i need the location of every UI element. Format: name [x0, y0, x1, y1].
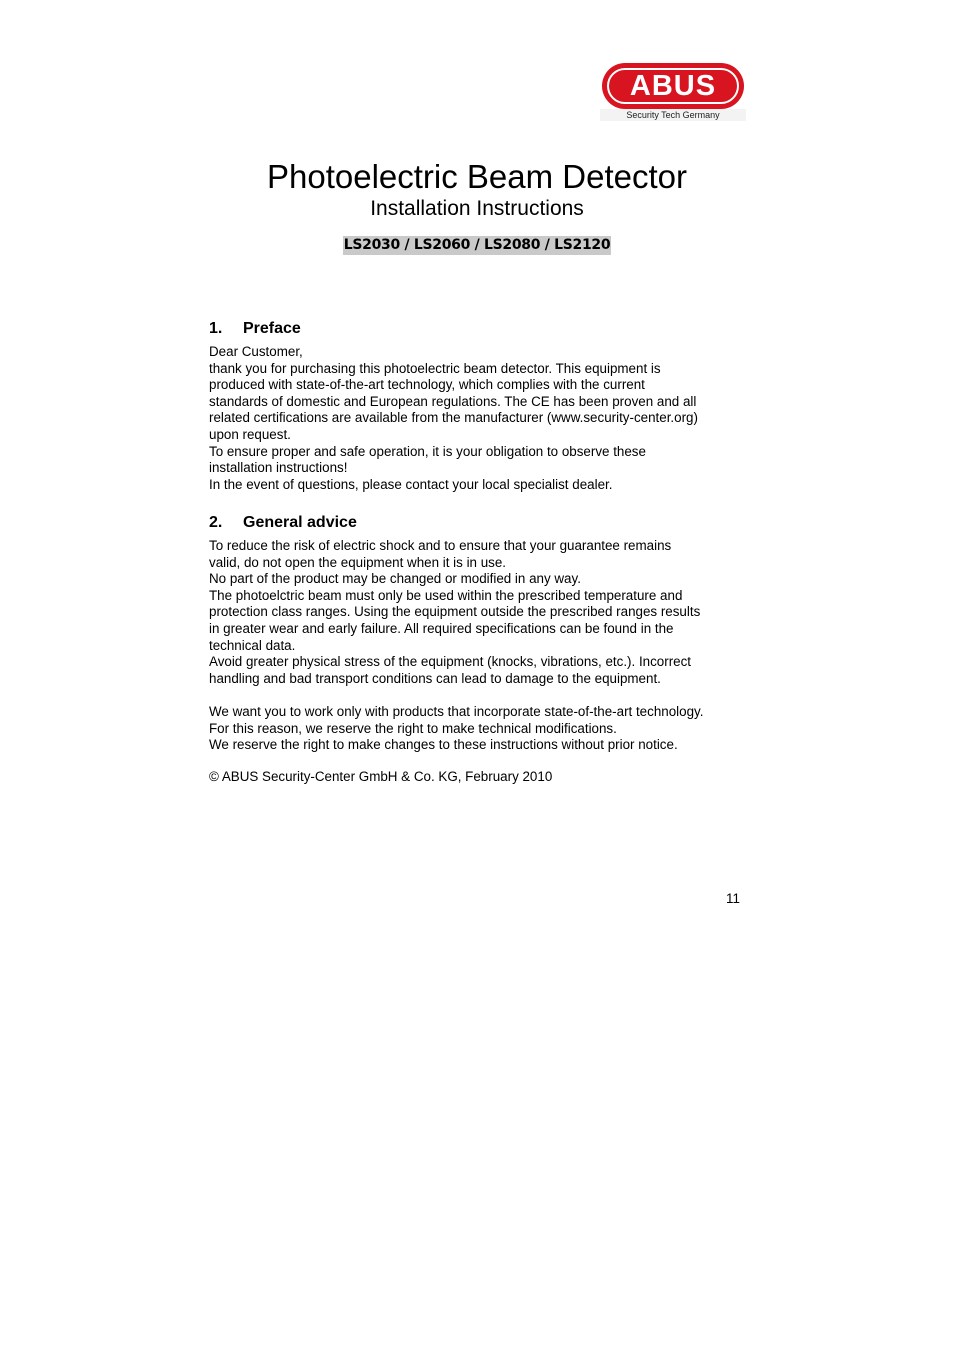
- section-number: 1.: [209, 320, 223, 337]
- text-line: installation instructions!: [209, 460, 348, 476]
- text-line: technical data.: [209, 637, 296, 653]
- text-line: Dear Customer,: [209, 344, 303, 359]
- text-line: We want you to work only with products that incorporate state-of-the-art technology.: [209, 704, 704, 719]
- page-number: 11: [726, 891, 740, 906]
- model-numbers-banner: LS2030 / LS2060 / LS2080 / LS2120: [343, 237, 611, 253]
- section-title: Preface: [243, 320, 301, 337]
- logo-oval: [602, 63, 744, 109]
- section-heading-preface: [209, 319, 301, 339]
- text-line: standards of domestic and European regulations. The CE has been proven and all: [209, 393, 697, 409]
- abus-logo: [600, 62, 746, 122]
- document-subtitle: Installation Instructions: [370, 197, 584, 220]
- section-title: General advice: [243, 514, 357, 531]
- text-line: upon request.: [209, 426, 291, 442]
- text-line: related certifications are available from the manufacturer (www.security-center.org): [209, 410, 698, 426]
- section-heading-general-advice: [209, 513, 357, 533]
- copyright-notice: © ABUS Security-Center GmbH & Co. KG, February 2010: [209, 769, 553, 784]
- logo-tagline: Security Tech Germany: [600, 109, 746, 121]
- text-line: To reduce the risk of electric shock and to ensure that your guarantee remains: [209, 538, 672, 553]
- text-line: protection class ranges. Using the equipment outside the prescribed ranges results: [209, 604, 701, 620]
- text-line: handling and bad transport conditions can lead to damage to the equipment.: [209, 670, 661, 686]
- section-number: 2.: [209, 514, 223, 531]
- text-line: produced with state-of-the-art technology, which complies with the current: [209, 377, 645, 393]
- text-line: The photoelctric beam must only be used within the prescribed temperature and: [209, 587, 683, 603]
- preface-paragraph: [209, 344, 749, 493]
- document-title: Photoelectric Beam Detector: [266, 158, 688, 195]
- text-line: Avoid greater physical stress of the equipment (knocks, vibrations, etc.). Incorrect: [209, 654, 692, 670]
- text-line: valid, do not open the equipment when it is in use.: [209, 554, 507, 570]
- technology-notice-paragraph: [209, 704, 749, 754]
- text-line: To ensure proper and safe operation, it is your obligation to observe these: [209, 443, 646, 459]
- general-advice-paragraph: [209, 538, 749, 687]
- text-line: No part of the product may be changed or modified in any way.: [209, 571, 581, 587]
- text-line: In the event of questions, please contact your local specialist dealer.: [209, 476, 613, 492]
- text-line: We reserve the right to make changes to these instructions without prior notice.: [209, 737, 678, 753]
- logo-word: ABUS: [629, 70, 717, 102]
- text-line: thank you for purchasing this photoelectric beam detector. This equipment is: [209, 360, 661, 376]
- text-line: in greater wear and early failure. All required specifications can be found in the: [209, 620, 674, 636]
- text-line: For this reason, we reserve the right to make technical modifications.: [209, 720, 617, 736]
